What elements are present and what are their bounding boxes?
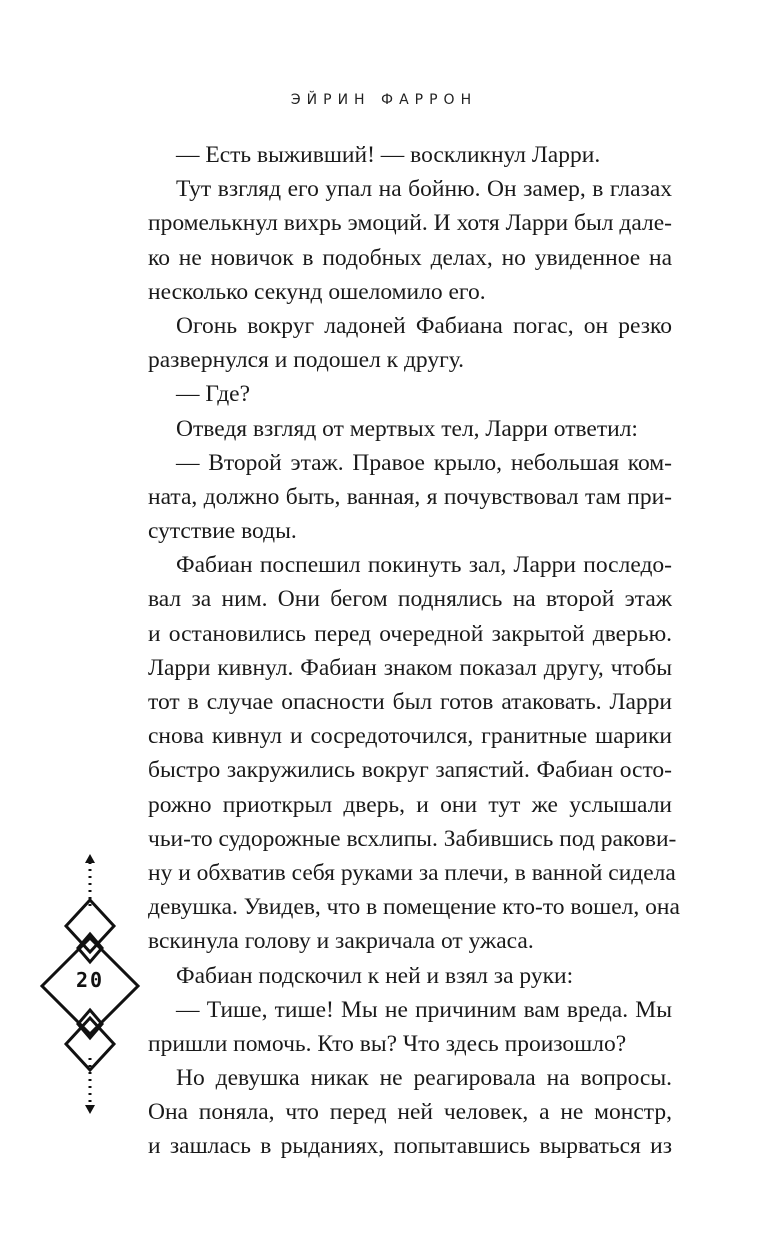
text-line: промелькнул вихрь эмоций. И хотя Ларри был дале-: [148, 210, 672, 237]
text-line: быстро закружились вокруг запястий. Фабиан осто-: [148, 757, 672, 784]
text-line: снова кивнул и сосредоточился, гранитные шарики: [148, 723, 672, 750]
arrow-up-icon: [85, 854, 95, 863]
text-line: несколько секунд ошеломило его.: [148, 278, 486, 305]
page-number: 20: [75, 968, 105, 992]
text-line: вал за ним. Они бегом поднялись на второй этаж: [148, 586, 672, 613]
text-line: Она поняла, что перед ней человек, а не монстр,: [148, 1099, 672, 1126]
text-line: чьи-то судорожные всхлипы. Забившись под ракови-: [148, 825, 677, 852]
running-header: ЭЙРИН ФАРРОН: [290, 92, 478, 108]
text-line: Отведя взгляд от мертвых тел, Ларри ответил:: [176, 415, 638, 442]
text-line: и зашлась в рыданиях, попытавшись вырваться из: [148, 1133, 672, 1160]
text-line: и остановились перед очередной закрытой дверью.: [148, 620, 672, 647]
text-line: — Есть выживший! — воскликнул Ларри.: [176, 142, 601, 168]
text-line: развернулся и подошел к другу.: [148, 347, 465, 374]
text-line: ну и обхватив себя руками за плечи, в ванной сидела: [148, 859, 676, 886]
body-text: [148, 138, 680, 1164]
text-line: Тут взгляд его упал на бойню. Он замер, в глазах: [176, 176, 672, 203]
text-line: тот в случае опасности был готов атаковать. Ларри: [148, 689, 672, 715]
text-line: Фабиан поспешил покинуть зал, Ларри последо-: [176, 552, 672, 579]
upper-diamond-outer: [66, 900, 114, 952]
text-line: Огонь вокруг ладоней Фабиана погас, он резко: [176, 312, 672, 339]
text-line: Ларри кивнул. Фабиан знаком показал другу, чтобы: [148, 654, 672, 681]
text-line: рожно приоткрыл дверь, и они тут же услышали: [148, 791, 672, 818]
text-line: вскинула голову и закричала от ужаса.: [148, 928, 534, 955]
text-line: Фабиан подскочил к ней и взял за руки:: [176, 962, 574, 989]
arrow-down-icon: [85, 1105, 95, 1114]
text-line: сутствие воды.: [148, 518, 297, 545]
text-line: ната, должно быть, ванная, я почувствовал там при-: [148, 483, 672, 510]
lower-diamond-outer: [66, 1018, 114, 1070]
text-line: девушка. Увидев, что в помещение кто-то вошел, она: [148, 894, 680, 921]
text-line: — Второй этаж. Правое крыло, небольшая ком-: [176, 449, 672, 476]
text-line: пришли помочь. Кто вы? Что здесь произошло?: [148, 1030, 627, 1057]
text-line: Но девушка никак не реагировала на вопросы.: [176, 1065, 672, 1092]
text-line: — Тише, тише! Мы не причиним вам вреда. Мы: [176, 996, 672, 1023]
text-line: — Где?: [176, 381, 251, 408]
text-line: ко не новичок в подобных делах, но увиденное на: [148, 244, 672, 271]
